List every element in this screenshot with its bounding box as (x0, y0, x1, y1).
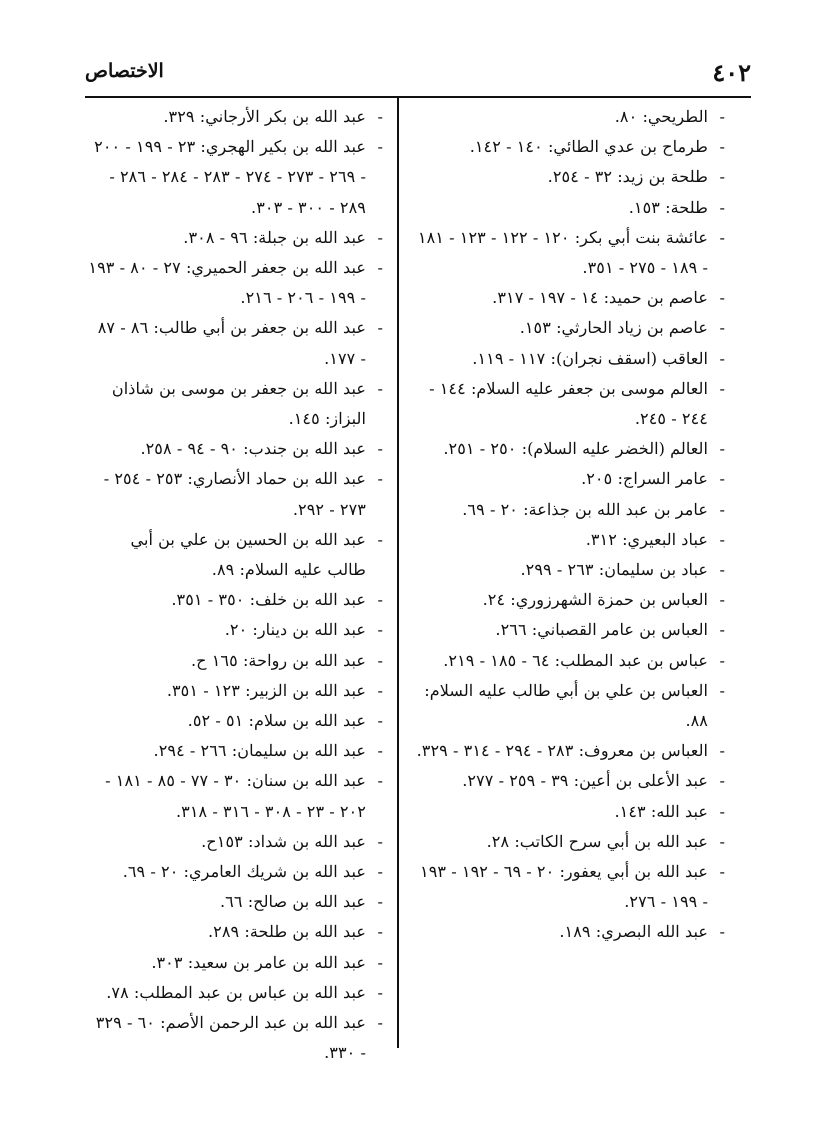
index-entry: - عبد الله بن الزبير: ١٢٣ - ٣٥١. (88, 676, 386, 706)
index-entry: - عبد الله بن عباس بن عبد المطلب: ٧٨. (88, 978, 386, 1008)
index-entry: - عاصم بن حميد: ١٤ - ١٩٧ - ٣١٧. (410, 283, 728, 313)
index-entry: - العاقب (اسقف نجران): ١١٧ - ١١٩. (410, 344, 728, 374)
index-entry: - العالم (الخضر عليه السلام): ٢٥٠ - ٢٥١. (410, 434, 728, 464)
index-entry: - عبد الله بن الحسين بن علي بن أبي طالب عليه السلام: ٨٩. (88, 525, 386, 585)
index-entry: - عبد الله بن بكر الأرجاني: ٣٢٩. (88, 102, 386, 132)
index-entry: - عبد الله بن شريك العامري: ٢٠ - ٦٩. (88, 857, 386, 887)
index-column-right (410, 102, 728, 948)
index-entry: - عبد الله بن حماد الأنصاري: ٢٥٣ - ٢٥٤ - ٢٧٣ - ٢٩٢. (88, 464, 386, 524)
index-entry: - عبد الله البصري: ١٨٩. (410, 917, 728, 947)
index-entry: - طلحة: ١٥٣. (410, 193, 728, 223)
index-entry: - عبد الله بن سنان: ٣٠ - ٧٧ - ٨٥ - ١٨١ - ٢٠٢ - ٢٣ - ٣٠٨ - ٣١٦ - ٣١٨. (88, 766, 386, 826)
index-entry: - عبد الله بن جبلة: ٩٦ - ٣٠٨. (88, 223, 386, 253)
index-entry: - عبد الله بن جعفر بن أبي طالب: ٨٦ - ٨٧ - ١٧٧. (88, 313, 386, 373)
index-entry: - طرماح بن عدي الطائي: ١٤٠ - ١٤٢. (410, 132, 728, 162)
index-entry: - عبد الله بن طلحة: ٢٨٩. (88, 917, 386, 947)
index-entry: - عبد الله بن صالح: ٦٦. (88, 887, 386, 917)
index-entry: - عباد البعيري: ٣١٢. (410, 525, 728, 555)
index-entry: - العباس بن علي بن أبي طالب عليه السلام: ٨٨. (410, 676, 728, 736)
page-header (85, 52, 751, 98)
index-entry: - الطريحي: ٨٠. (410, 102, 728, 132)
index-entry: - العباس بن معروف: ٢٨٣ - ٢٩٤ - ٣١٤ - ٣٢٩. (410, 736, 728, 766)
index-entry: - عامر السراج: ٢٠٥. (410, 464, 728, 494)
index-entry: - العالم موسى بن جعفر عليه السلام: ١٤٤ - ٢٤٤ - ٢٤٥. (410, 374, 728, 434)
index-entry: - عبد الله بن جندب: ٩٠ - ٩٤ - ٢٥٨. (88, 434, 386, 464)
running-title: الاختصاص (85, 60, 164, 82)
index-entry: - عباد بن سليمان: ٢٦٣ - ٢٩٩. (410, 555, 728, 585)
index-entry: - عبد الله بن خلف: ٣٥٠ - ٣٥١. (88, 585, 386, 615)
index-entry: - طلحة بن زيد: ٣٢ - ٢٥٤. (410, 162, 728, 192)
index-entry: - عائشة بنت أبي بكر: ١٢٠ - ١٢٢ - ١٢٣ - ١٨١ - ١٨٩ - ٢٧٥ - ٣٥١. (410, 223, 728, 283)
index-entry: - عبد الله بن سلام: ٥١ - ٥٢. (88, 706, 386, 736)
index-entry: - العباس بن عامر القصباني: ٢٦٦. (410, 615, 728, 645)
index-entry: - عبد الله بن أبي يعفور: ٢٠ - ٦٩ - ١٩٢ - ١٩٣ - ١٩٩ - ٢٧٦. (410, 857, 728, 917)
index-entry: - عبد الله بن بكير الهجري: ٢٣ - ١٩٩ - ٢٠٠ - ٢٦٩ - ٢٧٣ - ٢٧٤ - ٢٨٣ - ٢٨٤ - ٢٨٦ - ٢٨٩ - ٣٠٠ - ٣٠٣. (88, 132, 386, 223)
page-number: ٤٠٢ (712, 58, 751, 87)
index-entry: - عبد الله بن عبد الرحمن الأصم: ٦٠ - ٣٢٩ - ٣٣٠. (88, 1008, 386, 1068)
index-entry: - عبد الله: ١٤٣. (410, 797, 728, 827)
index-entry: - عامر بن عبد الله بن جذاعة: ٢٠ - ٦٩. (410, 495, 728, 525)
index-entry: - عبد الله بن دينار: ٢٠. (88, 615, 386, 645)
index-entry: - عبد الله بن سليمان: ٢٦٦ - ٢٩٤. (88, 736, 386, 766)
index-entry: - عبد الله بن شداد: ١٥٣ح. (88, 827, 386, 857)
index-entry: - عبد الله بن جعفر بن موسى بن شاذان البزاز: ١٤٥. (88, 374, 386, 434)
index-entry: - العباس بن حمزة الشهرزوري: ٢٤. (410, 585, 728, 615)
index-entry: - عبد الله بن عامر بن سعيد: ٣٠٣. (88, 948, 386, 978)
index-entry: - عباس بن عبد المطلب: ٦٤ - ١٨٥ - ٢١٩. (410, 646, 728, 676)
index-entry: - عبد الله بن رواحة: ١٦٥ ح. (88, 646, 386, 676)
index-entry: - عبد الأعلى بن أعين: ٣٩ - ٢٥٩ - ٢٧٧. (410, 766, 728, 796)
index-column-left (88, 102, 386, 1069)
column-divider (397, 98, 399, 1048)
index-entry: - عاصم بن زياد الحارثي: ١٥٣. (410, 313, 728, 343)
index-entry: - عبد الله بن أبي سرح الكاتب: ٢٨. (410, 827, 728, 857)
index-entry: - عبد الله بن جعفر الحميري: ٢٧ - ٨٠ - ١٩٣ - ١٩٩ - ٢٠٦ - ٢١٦. (88, 253, 386, 313)
